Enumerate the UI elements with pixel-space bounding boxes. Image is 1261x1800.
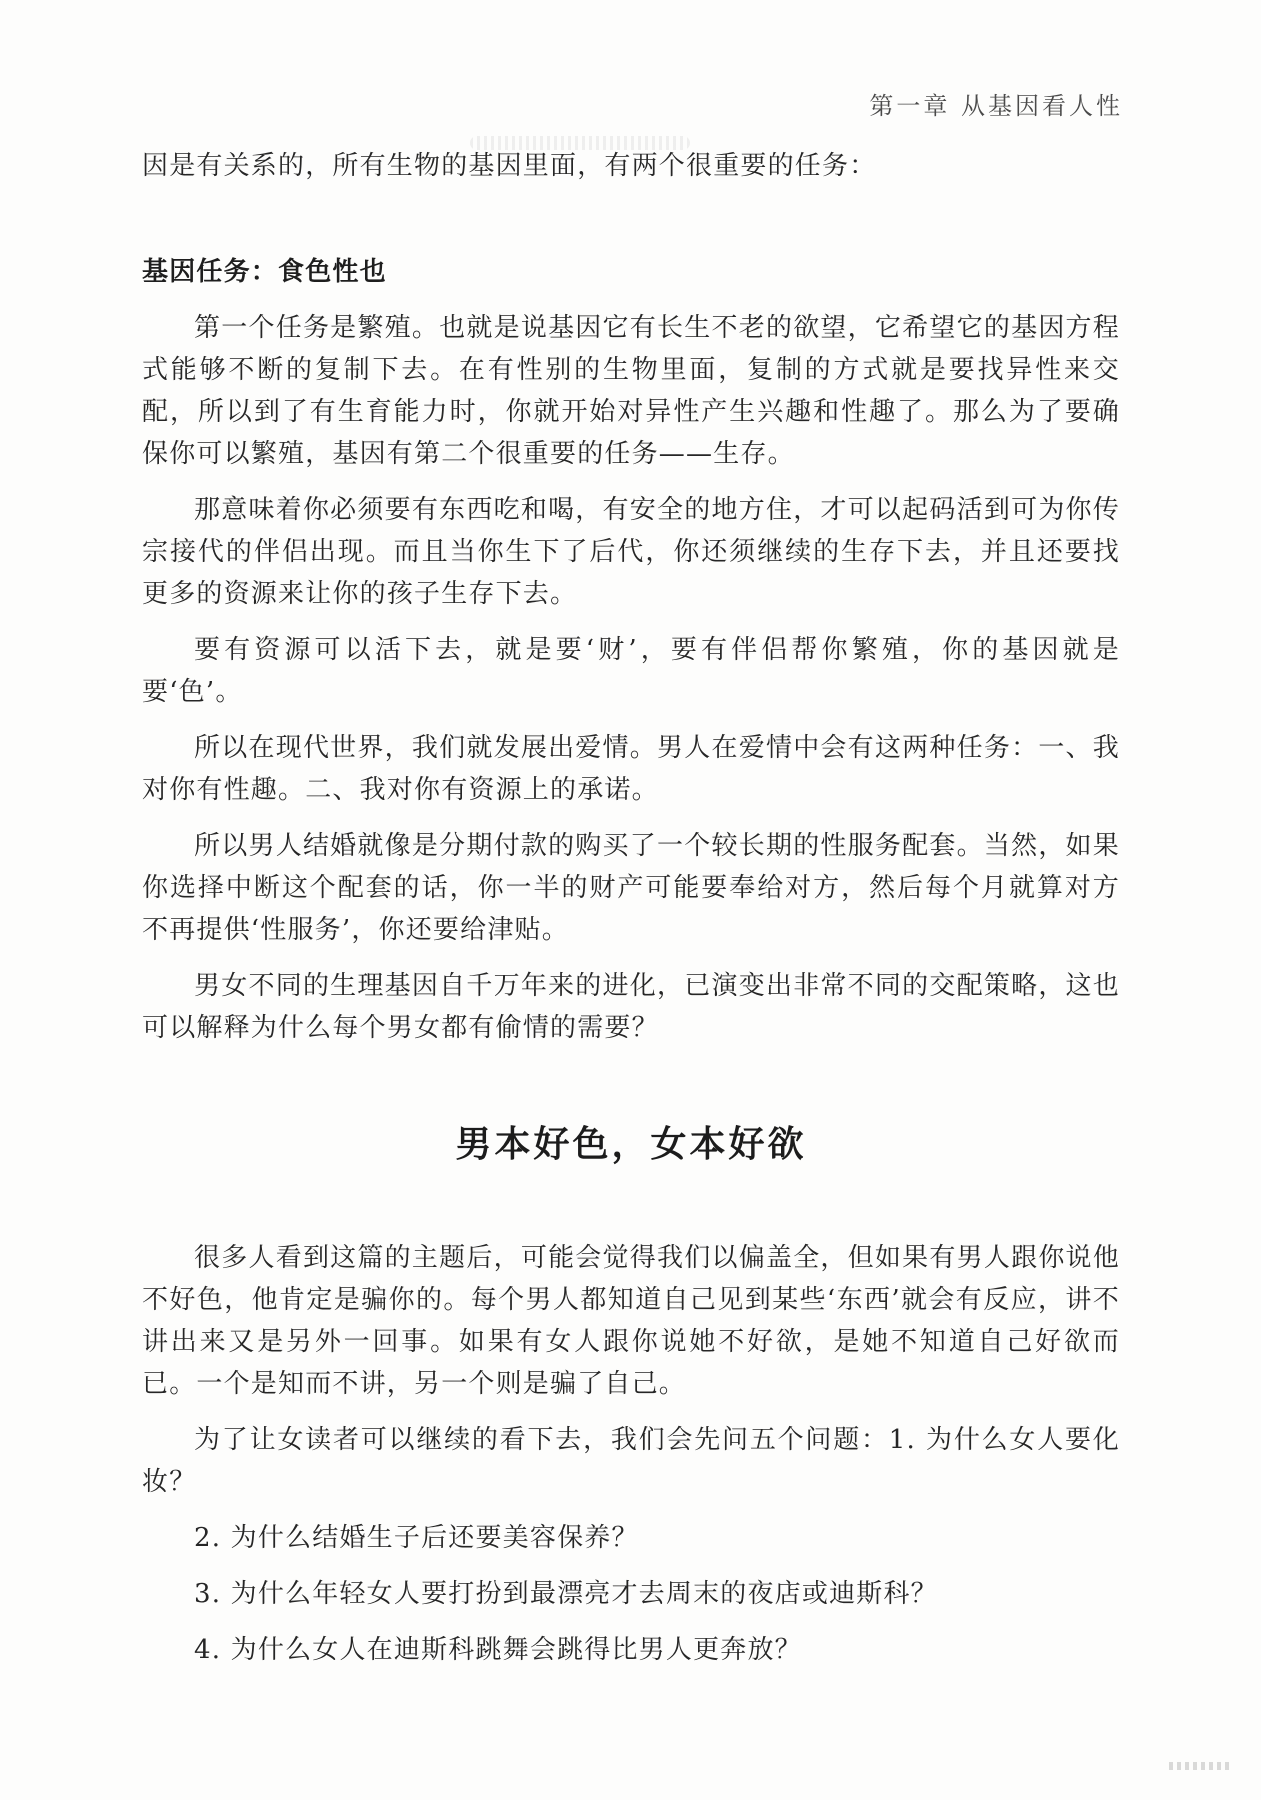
question-item: 4. 为什么女人在迪斯科跳舞会跳得比男人更奔放？ bbox=[194, 1635, 802, 1665]
subheading: 基因任务：食色性也 bbox=[142, 257, 387, 287]
paragraph: 很多人看到这篇的主题后，可能会觉得我们以偏盖全，但如果有男人跟你说他不好色，他肯定是骗你的。每个男人都知道自己见到某些‘东西’就会有反应，讲不讲出来又是另外一回事。如果有女人跟你说她不好欲，是她不知道自己好欲而已。一个是知而不讲，另一个则是骗了自己。 bbox=[142, 1243, 1120, 1399]
paragraph: 所以男人结婚就像是分期付款的购买了一个较长期的性服务配套。当然，如果你选择中断这个配套的话，你一半的财产可能要奉给对方，然后每个月就算对方不再提供‘性服务’，你还要给津贴。 bbox=[142, 831, 1120, 945]
paragraph: 为了让女读者可以继续的看下去，我们会先问五个问题：1. 为什么女人要化妆？ bbox=[142, 1425, 1120, 1497]
intro-line: 因是有关系的，所有生物的基因里面，有两个很重要的任务： bbox=[142, 151, 877, 181]
section-title: 男本好色，女本好欲 bbox=[455, 1123, 807, 1165]
paragraph: 要有资源可以活下去，就是要‘财’，要有伴侣帮你繁殖，你的基因就是要‘色’。 bbox=[142, 635, 1120, 707]
paragraph: 男女不同的生理基因自千万年来的进化，已演变出非常不同的交配策略，这也可以解释为什么每个男女都有偷情的需要？ bbox=[142, 971, 1120, 1043]
scan-page-mark bbox=[1169, 1762, 1229, 1770]
question-item: 3. 为什么年轻女人要打扮到最漂亮才去周末的夜店或迪斯科？ bbox=[194, 1579, 938, 1609]
paragraph: 所以在现代世界，我们就发展出爱情。男人在爱情中会有这两种任务：一、我对你有性趣。二、我对你有资源上的承诺。 bbox=[142, 733, 1120, 805]
paragraph: 那意味着你必须要有东西吃和喝，有安全的地方住，才可以起码活到可为你传宗接代的伴侣出现。而且当你生下了后代，你还须继续的生存下去，并且还要找更多的资源来让你的孩子生存下去。 bbox=[142, 495, 1120, 609]
running-header: 第一章 从基因看人性 bbox=[869, 92, 1123, 120]
question-item: 2. 为什么结婚生子后还要美容保养？ bbox=[194, 1523, 639, 1553]
paragraph: 第一个任务是繁殖。也就是说基因它有长生不老的欲望，它希望它的基因方程式能够不断的复制下去。在有性别的生物里面，复制的方式就是要找异性来交配，所以到了有生育能力时，你就开始对异性产生兴趣和性趣了。那么为了要确保你可以繁殖，基因有第二个很重要的任务——生存。 bbox=[142, 313, 1120, 469]
page-body bbox=[142, 145, 1120, 1671]
